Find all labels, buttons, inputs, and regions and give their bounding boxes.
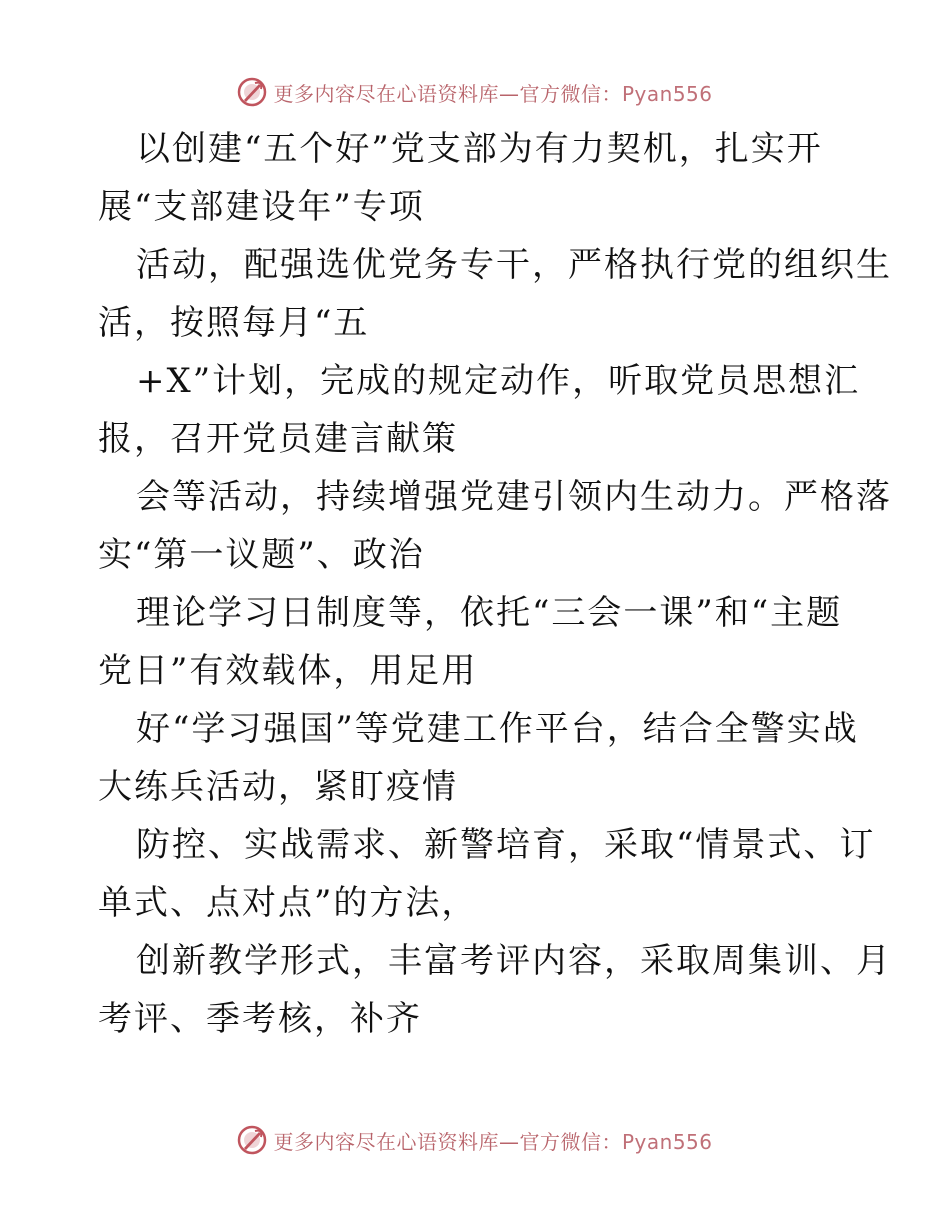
header-banner-text: 更多内容尽在心语资料库—官方微信：Pyan556 — [273, 81, 713, 106]
body-line: 报，召开党员建言献策 — [98, 419, 458, 459]
body-line: 活动，配强选优党务专干，严格执行党的组织生 — [136, 245, 892, 285]
body-line: 理论学习日制度等，依托“三会一课”和“主题 — [136, 593, 843, 633]
quill-logo-icon — [237, 1125, 267, 1155]
header-wechat-handle: Pyan556 — [621, 81, 713, 106]
body-line: 好“学习强国”等党建工作平台，结合全警实战 — [136, 709, 859, 749]
body-line: 考评、季考核，补齐 — [98, 999, 422, 1039]
body-line: 活，按照每月“五 — [98, 303, 370, 343]
body-line: +X”计划，完成的规定动作，听取党员思想汇 — [136, 361, 861, 401]
document-body — [98, 120, 892, 1048]
body-line: 大练兵活动，紧盯疫情 — [98, 767, 458, 807]
header-watermark-banner — [0, 72, 950, 112]
footer-banner-text: 更多内容尽在心语资料库—官方微信：Pyan556 — [273, 1129, 713, 1154]
body-line: 以创建“五个好”党支部为有力契机，扎实开 — [136, 129, 823, 169]
footer-watermark-banner — [0, 1120, 950, 1160]
body-line: 单式、点对点”的方法， — [98, 883, 478, 923]
body-line: 展“支部建设年”专项 — [98, 187, 425, 227]
body-line: 创新教学形式，丰富考评内容，采取周集训、月 — [136, 941, 892, 981]
body-line: 实“第一议题”、政治 — [98, 535, 425, 575]
footer-wechat-handle: Pyan556 — [621, 1129, 713, 1154]
body-line: 会等活动，持续增强党建引领内生动力。严格落 — [136, 477, 892, 517]
body-line: 防控、实战需求、新警培育，采取“情景式、订 — [136, 825, 876, 865]
body-line: 党日”有效载体，用足用 — [98, 651, 478, 691]
quill-logo-icon — [237, 77, 267, 107]
